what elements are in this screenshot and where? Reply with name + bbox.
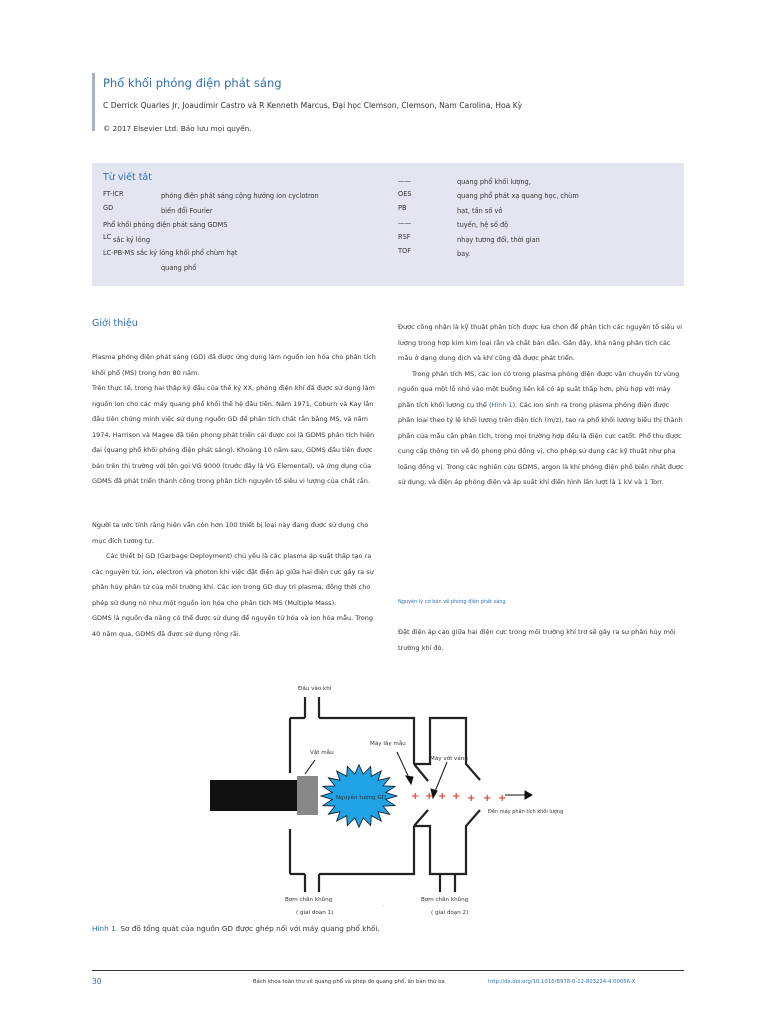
label-sample: Vật mẫu: [310, 750, 334, 756]
skimmer-pointer: [434, 762, 447, 794]
label-to-analyzer: Đến máy phân tích khối lượng: [488, 809, 564, 815]
abbr-definition: quang phổ phát xạ quang học, chùm: [457, 192, 579, 200]
sample-pointer: [305, 760, 315, 774]
ion-plus-sign: +: [425, 791, 434, 802]
copyright-line: © 2017 Elsevier Ltd. Bảo lưu mọi quyền.: [103, 124, 252, 133]
abbr-term: PB: [398, 204, 407, 212]
analyzer-arrowhead: [525, 791, 532, 799]
subsection-heading: Nguyên lý cơ bản về phóng điện phát sáng: [398, 599, 506, 605]
abbr-term: FT-ICR: [103, 190, 124, 198]
ion-plus-sign: +: [483, 793, 492, 804]
abbr-definition: tuyến, hệ số độ: [457, 221, 509, 229]
abbr-definition: sắc ký lỏng: [113, 236, 151, 244]
abbr-term: ——: [398, 219, 412, 227]
second-chamber-bottom: [414, 810, 480, 874]
figure-caption: [92, 924, 380, 933]
paragraph-text: Trong phân tích MS, các ion có trong plasma phóng điện được vận chuyển từ vùng nguồn qua một lỗ nhỏ vào một buồng liền kề có áp suất thấp hơn, phù hợp với máy phân tích khối lượng cụ thể (: [398, 369, 680, 409]
label-skimmer: Máy vớt váng: [430, 756, 468, 762]
ion-plus-sign: +: [452, 791, 461, 802]
figure-number: Hình 1.: [92, 924, 119, 933]
paragraph: Plasma phóng điện phát sáng (GD) đã được ứng dụng làm nguồn ion hóa cho phân tích khối phổ (MS) trong hơn 80 năm.: [92, 353, 376, 377]
paragraph: Được công nhận là kỹ thuật phân tích được lựa chọn để phân tích các nguyên tố siêu vi lượng trong hợp kim kim loại rắn và chất bán dẫn. Gần đây, khả năng phân tích các mẫu ở dạng dung dịch và khí cũng đã được phát triển.: [398, 323, 683, 362]
sampler-arrowhead: [406, 776, 413, 784]
abbr-term: ——: [398, 177, 412, 185]
label-pump2: Bơm chân không: [421, 897, 469, 903]
abbr-definition: bay.: [457, 250, 471, 258]
abbr-term: LC: [103, 233, 112, 241]
sample-rod: [210, 780, 298, 811]
paragraph: GDMS là nguồn đa năng có thể được sử dụng để nguyên tử hóa và ion hóa mẫu. Trong 40 năm qua, GDMS đã được sử dụng rộng rãi.: [92, 614, 373, 638]
section-heading-intro: Giới thiệu: [92, 318, 138, 329]
authors-line: C Derrick Quarles Jr, Joaudimir Castro và R Kenneth Marcus, Đại học Clemson, Clemson, Nam Carolina, Hoa Kỳ: [103, 101, 523, 110]
ion-plus-sign: +: [498, 793, 507, 804]
caption-text: Sơ đồ tổng quát của nguồn GD được ghép nối với máy quang phổ khối.: [118, 924, 380, 933]
abbr-definition: hạt, tần số vô: [457, 207, 503, 215]
abbr-term: RSF: [398, 233, 411, 241]
ion-plus-sign: +: [438, 791, 447, 802]
label-gas-inlet: Đầu vào khí: [298, 686, 332, 692]
abbreviations-title: Từ viết tắt: [103, 172, 152, 183]
abbr-definition: nhạy tương đối, thời gian: [457, 236, 540, 244]
sample-holder: [297, 776, 318, 815]
abbr-definition: quang phổ: [161, 264, 197, 272]
label-pump1-stage: ( giai đoạn 1): [296, 910, 334, 916]
abbr-definition: phóng điện phát sáng cộng hưởng ion cyclotron: [161, 192, 319, 200]
article-title: Phổ khối phóng điện phát sáng: [103, 76, 282, 90]
abbr-term: Phổ khối phóng điện phát sáng GDMS: [103, 221, 228, 229]
second-chamber-top: [414, 718, 480, 780]
chamber-bottom-wall: [290, 826, 414, 874]
paragraph: Đặt điện áp cao giữa hai điện cực trong môi trường khí trơ sẽ gây ra sự phân hủy môi trường khí đó.: [398, 628, 676, 652]
abbr-term: TOF: [398, 247, 412, 255]
label-pump2-stage: ( giai đoạn 2): [431, 910, 469, 916]
label-plasma: Nguyên tượng GD: [336, 795, 387, 801]
abbr-definition: quang phổ khối lượng,: [457, 178, 531, 186]
footer-source: Bách khoa toàn thư về quang phổ và phép đo quang phổ, ấn bản thứ ba: [253, 979, 445, 985]
label-sampler: Máy lấy mẫu: [370, 741, 406, 747]
paragraph-text: Các thiết bị GD (Garbage Deployment) chủ yếu là các plasma áp suất thấp tạo ra các nguyên tử, ion, electron và photon khi việc đặt điện áp giữa hai điện cực gây ra sự phân hủy phân tử của môi trường khí. Các ion trong GD duy trì plasma, đồng thời cho phép sử dụng nó như một nguồn ion hóa cho phân tích MS (Multiple Mass).: [92, 552, 374, 607]
ion-plus-sign: +: [467, 793, 476, 804]
paragraph: Trên thực tế, trong hai thập kỷ đầu của thế kỷ XX, phóng điện khí đã được sử dụng làm nguồn ion cho các máy quang phổ khối thế hệ đầu tiên. Năm 1971, Coburn và Kay lần đầu tiên chứng minh việc sử dụng nguồn GD để phân tích chất rắn bằng MS, và năm 1974, Harrison và Magee đã tiên phong phát triển cái được coi là GDMS phân tích hiện đại (quang phổ khối phóng điện phát sáng). Khoảng 10 năm sau, GDMS đầu tiên được bán trên thị trường với tên gọi VG 9000 (trước đây là VG Elemental), và ứng dụng của GDMS đã phát triển thành công trong phân tích nguyên tố siêu vi lượng của chất rắn.: [92, 384, 375, 485]
ion-plus-sign: +: [411, 791, 420, 802]
footer-rule: [92, 970, 684, 971]
footer-doi-link[interactable]: http://dx.doi.org/10.1016/B978-0-12-803224-4.00056-X: [488, 979, 636, 985]
figure-link[interactable]: Hình 1: [491, 400, 513, 409]
abbr-term: OES: [398, 190, 412, 198]
abbr-term: LC-PB-MS sắc ký lỏng khối phổ chùm hạt: [103, 249, 238, 257]
label-pump1: Bơm chân không: [285, 897, 333, 903]
paragraph-text: ). Các ion sinh ra trong plasma phóng điện được phân loại theo tỷ lệ khối lượng trên điện tích (m/z), tạo ra phổ khối lượng biểu thị thành phần của mẫu cần phân tích, trong mọi trường hợp đều là điện cực catốt. Phổ thu được cung cấp thông tin về độ phong phú đồng vị, cho phép sử dụng các kỹ thuật như pha loãng đồng vị. Trong các nghiên cứu GDMS, argon là khí phóng điện phổ biến nhất được sử dụng, và điện áp phóng điện và áp suất khí điển hình lần lượt là 1 kV và 1 Torr.: [398, 400, 684, 486]
paragraph: Người ta ước tính rằng hiện vẫn còn hơn 100 thiết bị loại này đang được sử dụng cho mục đích tương tự.: [92, 521, 369, 545]
stray-dot: .: [382, 902, 384, 908]
page-number: 30: [92, 977, 102, 986]
abbr-term: GD: [103, 204, 114, 212]
abbr-definition: biến đổi Fourier: [161, 207, 213, 215]
